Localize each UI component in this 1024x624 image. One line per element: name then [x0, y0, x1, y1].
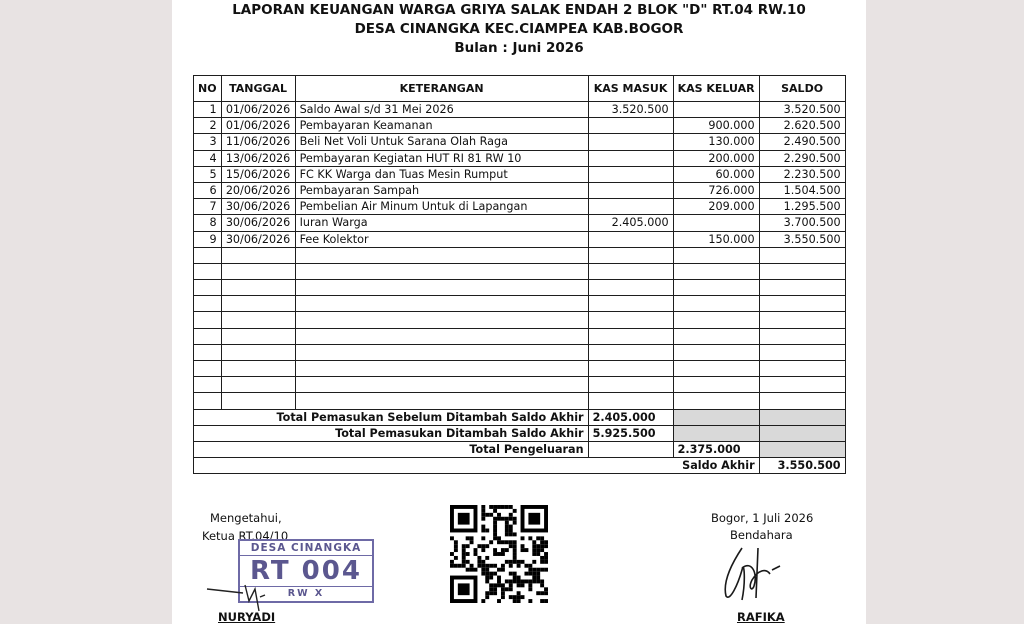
cell-masuk: [588, 231, 673, 247]
empty-row: [194, 344, 846, 360]
cell-keterangan: Pembayaran Keamanan: [295, 118, 588, 134]
cell-saldo: 3.700.500: [759, 215, 845, 231]
cell-no: 7: [194, 199, 222, 215]
summary-label: Total Pemasukan Sebelum Ditambah Saldo Akhir: [194, 409, 589, 425]
cell-no: 2: [194, 118, 222, 134]
report-title: LAPORAN KEUANGAN WARGA GRIYA SALAK ENDAH 2 BLOK "D" RT.04 RW.10: [232, 2, 806, 18]
empty-row: [194, 296, 846, 312]
cell-keterangan: Beli Net Voli Untuk Sarana Olah Raga: [295, 134, 588, 150]
cell-masuk: [588, 166, 673, 182]
cell-saldo: 3.550.500: [759, 231, 845, 247]
cell-keterangan: Iuran Warga: [295, 215, 588, 231]
cell-tanggal: 30/06/2026: [221, 215, 295, 231]
cell-keluar: 209.000: [673, 199, 759, 215]
bendahara-name: RAFIKA: [737, 610, 785, 624]
cell-keluar: 60.000: [673, 166, 759, 182]
empty-row: [194, 393, 846, 409]
cell-keterangan: Fee Kolektor: [295, 231, 588, 247]
cell-no: 4: [194, 150, 222, 166]
header-keterangan: KETERANGAN: [295, 76, 588, 102]
ketua-signature: [205, 575, 285, 615]
summary-label: Total Pemasukan Ditambah Saldo Akhir: [194, 425, 589, 441]
cell-keluar: 130.000: [673, 134, 759, 150]
ketua-name: NURYADI: [218, 610, 276, 624]
table-row: [194, 166, 846, 182]
header-saldo: SALDO: [759, 76, 845, 102]
cell-masuk: [588, 134, 673, 150]
cell-tanggal: 15/06/2026: [221, 166, 295, 182]
summary-value: 2.405.000: [588, 409, 673, 425]
cell-tanggal: 30/06/2026: [221, 231, 295, 247]
bendahara-signature: [712, 540, 802, 608]
stamp-bottom-text: RW X: [287, 588, 325, 599]
cell-keluar: 726.000: [673, 182, 759, 198]
cell-masuk: [588, 182, 673, 198]
cell-no: 8: [194, 215, 222, 231]
cell-no: 5: [194, 166, 222, 182]
cell-saldo: 2.490.500: [759, 134, 845, 150]
cell-keterangan: Pembelian Air Minum Untuk di Lapangan: [295, 199, 588, 215]
cell-masuk: [588, 199, 673, 215]
cell-tanggal: 01/06/2026: [221, 102, 295, 118]
table-row: [194, 134, 846, 150]
cell-masuk: [588, 150, 673, 166]
cell-saldo: 1.504.500: [759, 182, 845, 198]
cell-keluar: 900.000: [673, 118, 759, 134]
cell-no: 9: [194, 231, 222, 247]
stamp-main-text: RT 004: [240, 556, 372, 587]
cell-no: 3: [194, 134, 222, 150]
summary-label: Saldo Akhir: [194, 458, 760, 474]
empty-row: [194, 312, 846, 328]
empty-row: [194, 247, 846, 263]
report-period: Bulan : Juni 2026: [454, 40, 584, 56]
table-row: [194, 102, 846, 118]
cell-no: 1: [194, 102, 222, 118]
cell-keluar: [673, 215, 759, 231]
summary-row-total-pengeluaran: [194, 441, 846, 457]
cell-tanggal: 01/06/2026: [221, 118, 295, 134]
cell-tanggal: 11/06/2026: [221, 134, 295, 150]
ketua-rt-label: Ketua RT.04/10: [202, 529, 289, 543]
bendahara-label: Bendahara: [730, 528, 793, 542]
table-row: [194, 182, 846, 198]
header-kas-masuk: KAS MASUK: [588, 76, 673, 102]
cell-saldo: 2.620.500: [759, 118, 845, 134]
cell-keluar: 150.000: [673, 231, 759, 247]
empty-row: [194, 361, 846, 377]
cell-keterangan: Pembayaran Kegiatan HUT RI 81 RW 10: [295, 150, 588, 166]
table-row: [194, 215, 846, 231]
summary-row-total-masuk: [194, 425, 846, 441]
table-row: [194, 118, 846, 134]
cell-saldo: 1.295.500: [759, 199, 845, 215]
stamp-top-text: DESA CINANGKA: [240, 541, 372, 556]
qr-code-icon: [450, 505, 548, 603]
cell-keterangan: FC KK Warga dan Tuas Mesin Rumput: [295, 166, 588, 182]
table-row: [194, 199, 846, 215]
empty-row: [194, 280, 846, 296]
cell-tanggal: 30/06/2026: [221, 199, 295, 215]
cell-masuk: 2.405.000: [588, 215, 673, 231]
ledger-table: [193, 75, 846, 474]
empty-row: [194, 263, 846, 279]
header-no: NO: [194, 76, 222, 102]
summary-value: 2.375.000: [673, 441, 759, 457]
cell-no: 6: [194, 182, 222, 198]
header-tanggal: TANGGAL: [221, 76, 295, 102]
cell-saldo: 3.520.500: [759, 102, 845, 118]
report-subtitle: DESA CINANGKA KEC.CIAMPEA KAB.BOGOR: [354, 21, 684, 37]
table-header-row: [194, 76, 846, 102]
cell-saldo: 2.290.500: [759, 150, 845, 166]
table-row: [194, 231, 846, 247]
cell-keterangan: Pembayaran Sampah: [295, 182, 588, 198]
mengetahui-label: Mengetahui,: [210, 511, 282, 525]
empty-row: [194, 377, 846, 393]
table-row: [194, 150, 846, 166]
summary-row-saldo-akhir: [194, 458, 846, 474]
cell-tanggal: 20/06/2026: [221, 182, 295, 198]
summary-value: 5.925.500: [588, 425, 673, 441]
summary-label: Total Pengeluaran: [194, 441, 589, 457]
cell-keterangan: Saldo Awal s/d 31 Mei 2026: [295, 102, 588, 118]
header-kas-keluar: KAS KELUAR: [673, 76, 759, 102]
cell-masuk: 3.520.500: [588, 102, 673, 118]
cell-saldo: 2.230.500: [759, 166, 845, 182]
cell-keluar: [673, 102, 759, 118]
cell-keluar: 200.000: [673, 150, 759, 166]
cell-masuk: [588, 118, 673, 134]
cell-tanggal: 13/06/2026: [221, 150, 295, 166]
summary-value: 3.550.500: [759, 458, 845, 474]
summary-row-total-masuk-sebelum: [194, 409, 846, 425]
empty-row: [194, 328, 846, 344]
place-date-label: Bogor, 1 Juli 2026: [711, 511, 814, 525]
